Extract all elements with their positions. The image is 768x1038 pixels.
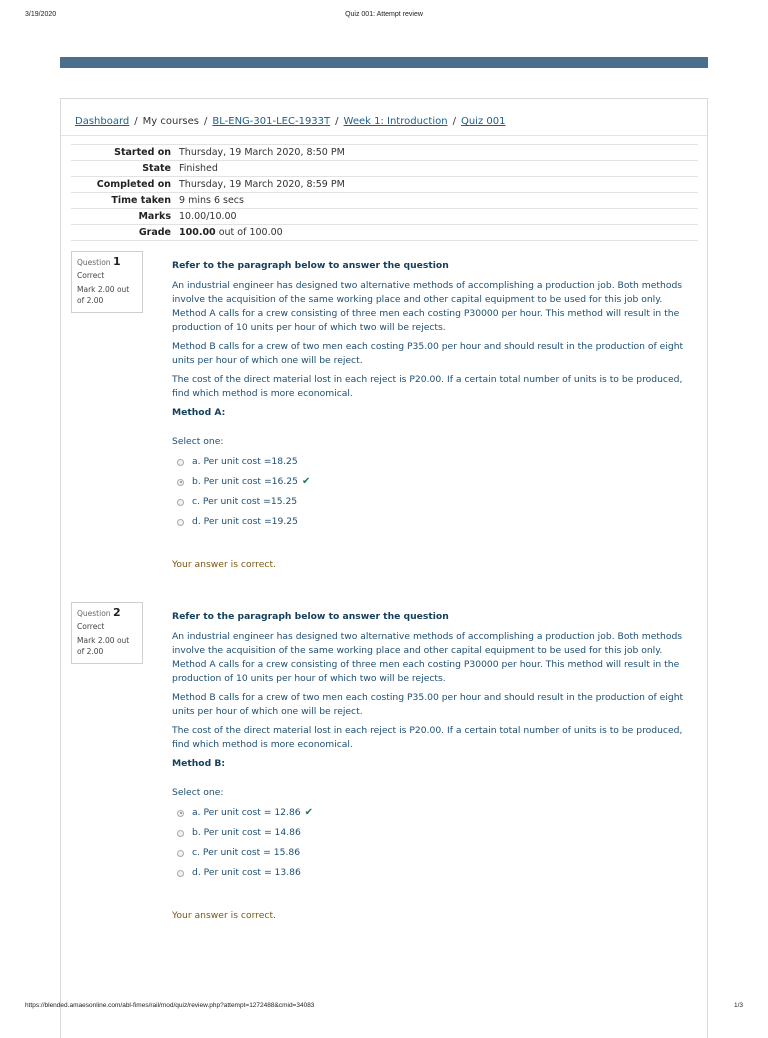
breadcrumb-separator: / [204,116,208,127]
radio-button[interactable] [177,850,184,857]
answer-option-label: c. Per unit cost =15.25 [192,496,298,507]
question-heading: Refer to the paragraph below to answer the question [172,611,449,622]
answer-option[interactable] [172,492,696,512]
radio-button[interactable] [177,519,184,526]
summary-value: 10.00/10.00 [175,209,698,225]
summary-row [71,145,698,161]
answer-option-label: a. Per unit cost = 12.86 [192,807,301,818]
question-paragraph: Method B calls for a crew of two men each costing P35.00 per hour and should result in the production of eight units per hour of which one will be reject. [172,692,684,717]
answer-option-label: c. Per unit cost = 15.86 [192,847,301,858]
question-method: Method A: [172,407,226,418]
select-one-label: Select one: [172,787,224,798]
question-number-value: 2 [112,606,121,619]
radio-button[interactable] [177,830,184,837]
summary-label: Marks [71,209,175,225]
answer-option-label: d. Per unit cost =19.25 [192,516,298,527]
question-number [77,607,137,619]
summary-row [71,161,698,177]
breadcrumb-dashboard[interactable]: Dashboard [75,116,130,127]
radio-button-checked[interactable] [177,479,184,486]
answer-option[interactable] [172,863,696,883]
radio-button[interactable] [177,870,184,877]
answer-option-label: a. Per unit cost =18.25 [192,456,298,467]
breadcrumb-my-courses: My courses [142,116,200,127]
question-paragraph: An industrial engineer has designed two alternative methods of accomplishing a production job. Both methods involve the acquisition of the same working place and other capital equipment to be used for this job only. Method A calls for a crew consisting of three men each costing P30000 per hour. This method will result in the production of 10 units per hour of which two will be rejects. [172,280,683,333]
question-paragraph: Method B calls for a crew of two men each costing P35.00 per hour and should result in the production of eight units per hour of which one will be reject. [172,341,684,366]
breadcrumb-separator: / [452,116,456,127]
answer-option-label: d. Per unit cost = 13.86 [192,867,301,878]
header-bar [60,57,708,68]
question-paragraph: The cost of the direct material lost in each reject is P20.00. If a certain total number of units is to be produced, find which method is more economical. [172,374,683,399]
summary-label: Completed on [71,177,175,193]
summary-row [71,209,698,225]
question-number-value: 1 [112,255,121,268]
breadcrumb-week[interactable]: Week 1: Introduction [343,116,448,127]
question-method: Method B: [172,758,226,769]
summary-value: Thursday, 19 March 2020, 8:50 PM [175,145,698,161]
question-mark: Mark 2.00 out of 2.00 [77,285,130,305]
radio-button[interactable] [177,459,184,466]
breadcrumb-quiz[interactable]: Quiz 001 [460,116,506,127]
print-date: 3/19/2020 [25,11,57,18]
breadcrumb-separator: / [134,116,138,127]
summary-row [71,193,698,209]
answer-option-label: b. Per unit cost =16.25 [192,476,298,487]
answer-option-selected[interactable] [172,472,696,492]
print-title: Quiz 001: Attempt review [345,11,423,18]
grade-value: 100.00 [179,227,216,238]
summary-label: State [71,161,175,177]
question-label: Question [77,609,111,618]
answer-feedback: Your answer is correct. [172,910,276,921]
attempt-summary-table [71,144,698,241]
question-paragraph: An industrial engineer has designed two alternative methods of accomplishing a production job. Both methods involve the acquisition of the same working place and other capital equipment to be used for this job only. Method A calls for a crew consisting of three men each costing P30000 per hour. This method will result in the production of 10 units per hour of which two will be rejects. [172,631,683,684]
summary-value: Finished [175,161,698,177]
question-label: Question [77,258,111,267]
summary-label: Started on [71,145,175,161]
answer-option-label: b. Per unit cost = 14.86 [192,827,301,838]
select-one-label: Select one: [172,436,224,447]
answer-feedback: Your answer is correct. [172,559,276,570]
question-info-1 [71,251,143,313]
radio-button[interactable] [177,499,184,506]
checkmark-icon: ✔ [304,807,314,818]
answer-option[interactable] [172,512,696,532]
grade-out-of: out of 100.00 [218,227,283,238]
breadcrumb-course[interactable]: BL-ENG-301-LEC-1933T [212,116,331,127]
question-number [77,256,137,268]
checkmark-icon: ✔ [301,476,311,487]
question-mark: Mark 2.00 out of 2.00 [77,636,130,656]
summary-row [71,177,698,193]
question-info-2 [71,602,143,664]
print-url: https://blended.amaesonline.com/abl-fimes/rail/mod/quiz/review.php?attempt=1272488&cmid=34083 [25,1002,315,1009]
answer-option-selected[interactable] [172,803,696,823]
summary-row [71,225,698,241]
radio-button-checked[interactable] [177,810,184,817]
answer-option[interactable] [172,823,696,843]
summary-label: Grade [71,225,175,241]
answer-option[interactable] [172,452,696,472]
divider [61,135,707,136]
breadcrumb-separator: / [335,116,339,127]
summary-value: Thursday, 19 March 2020, 8:59 PM [175,177,698,193]
quiz-review-card [60,98,708,1038]
summary-value: 9 mins 6 secs [175,193,698,209]
summary-value [175,225,698,241]
summary-label: Time taken [71,193,175,209]
question-state: Correct [77,622,105,631]
breadcrumb [75,116,505,127]
question-paragraph: The cost of the direct material lost in each reject is P20.00. If a certain total number of units is to be produced, find which method is more economical. [172,725,683,750]
print-page-number: 1/3 [733,1002,743,1009]
question-content-2 [172,610,696,883]
answer-option[interactable] [172,843,696,863]
question-state: Correct [77,271,105,280]
question-heading: Refer to the paragraph below to answer the question [172,260,449,271]
question-content-1 [172,259,696,532]
